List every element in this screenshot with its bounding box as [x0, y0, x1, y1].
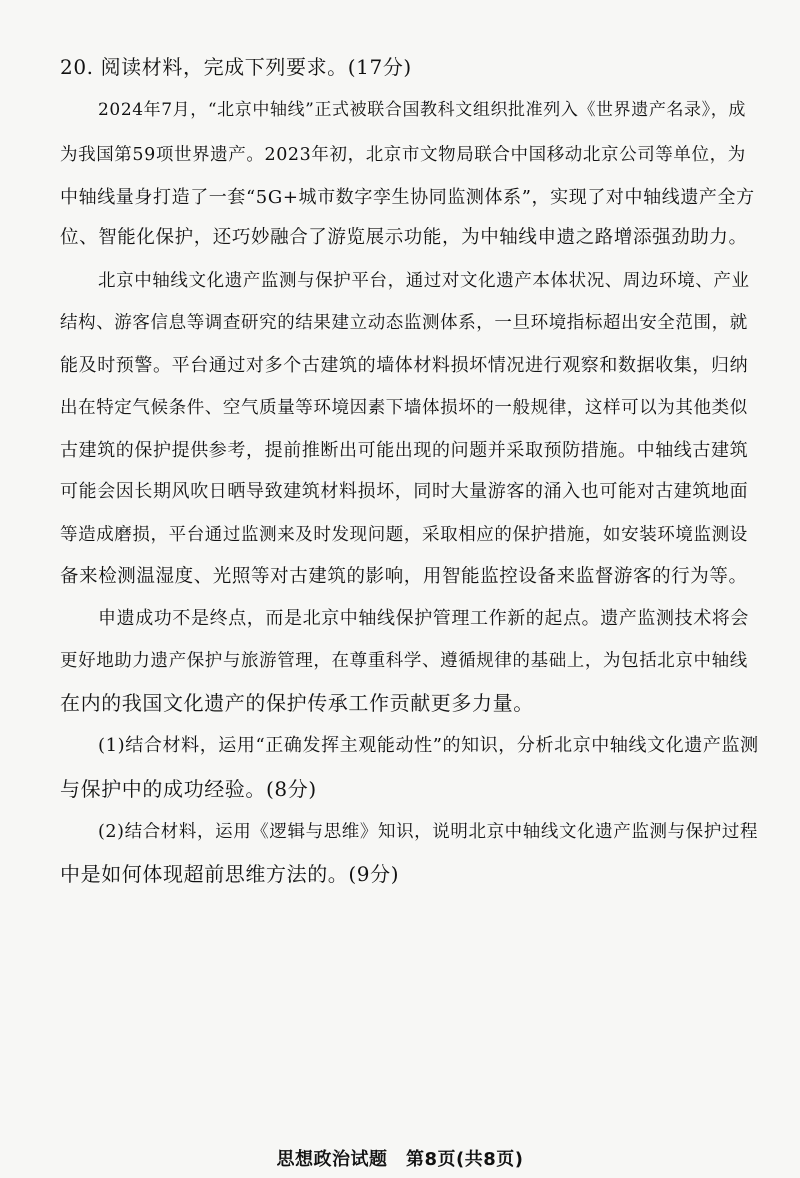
- paragraph-2-line-1: 北京中轴线文化遗产监测与保护平台，通过对文化遗产本体状况、周边环境、产业: [98, 271, 750, 291]
- paragraph-1-line-1: 2024年7月，“北京中轴线”正式被联合国教科文组织批准列入《世界遗产名录》，成: [98, 100, 746, 120]
- paragraph-2-line-4: 出在特定气候条件、空气质量等环境因素下墙体损坏的一般规律，这样可以为其他类似: [60, 398, 748, 418]
- paragraph-1-line-4: 位、智能化保护，还巧妙融合了游览展示功能，为中轴线申遗之路增添强劲助力。: [60, 227, 748, 248]
- paragraph-3-line-3: 在内的我国文化遗产的保护传承工作贡献更多力量。: [60, 691, 534, 715]
- paragraph-2-line-6: 可能会因长期风吹日晒导致建筑材料损坏，同时大量游客的涌入也可能对古建筑地面: [60, 481, 749, 502]
- subquestion-2-line-2: 中是如何体现超前思维方法的。(9分): [60, 862, 400, 886]
- paragraph-2-line-5: 古建筑的保护提供参考，提前推断出可能出现的问题并采取预防措施。中轴线古建筑: [60, 440, 749, 461]
- paragraph-2-line-2: 结构、游客信息等调查研究的结果建立动态监测体系，一旦环境指标超出安全范围，就: [60, 313, 748, 333]
- paragraph-2-line-7: 等造成磨损，平台通过监测来及时发现问题，采取相应的保护措施，如安装环境监测设: [60, 525, 748, 545]
- paragraph-2-line-3: 能及时预警。平台通过对多个古建筑的墙体材料损坏情况进行观察和数据收集，归纳: [60, 355, 749, 376]
- page-footer: 思想政治试题 第8页(共8页): [276, 1149, 524, 1170]
- paragraph-2-line-8: 备来检测温湿度、光照等对古建筑的影响，用智能监控设备来监督游客的行为等。: [60, 566, 748, 587]
- subquestion-1-line-1: (1)结合材料，运用“正确发挥主观能动性”的知识，分析北京中轴线文化遗产监测: [98, 735, 759, 756]
- question-title: 20. 阅读材料，完成下列要求。(17分): [60, 55, 412, 79]
- paragraph-1-line-2: 为我国第59项世界遗产。2023年初，北京市文物局联合中国移动北京公司等单位，为: [60, 145, 746, 165]
- paragraph-3-line-1: 申遗成功不是终点，而是北京中轴线保护管理工作新的起点。遗产监测技术将会: [98, 608, 749, 629]
- paragraph-1-line-3: 中轴线量身打造了一套“5G+城市数字孪生协同监测体系”，实现了对中轴线遗产全方: [60, 187, 755, 208]
- subquestion-2-line-1: (2)结合材料，运用《逻辑与思维》知识，说明北京中轴线文化遗产监测与保护过程: [98, 822, 759, 842]
- paragraph-3-line-2: 更好地助力遗产保护与旅游管理，在尊重科学、遵循规律的基础上，为包括北京中轴线: [60, 651, 748, 671]
- subquestion-1-line-2: 与保护中的成功经验。(8分): [60, 777, 317, 801]
